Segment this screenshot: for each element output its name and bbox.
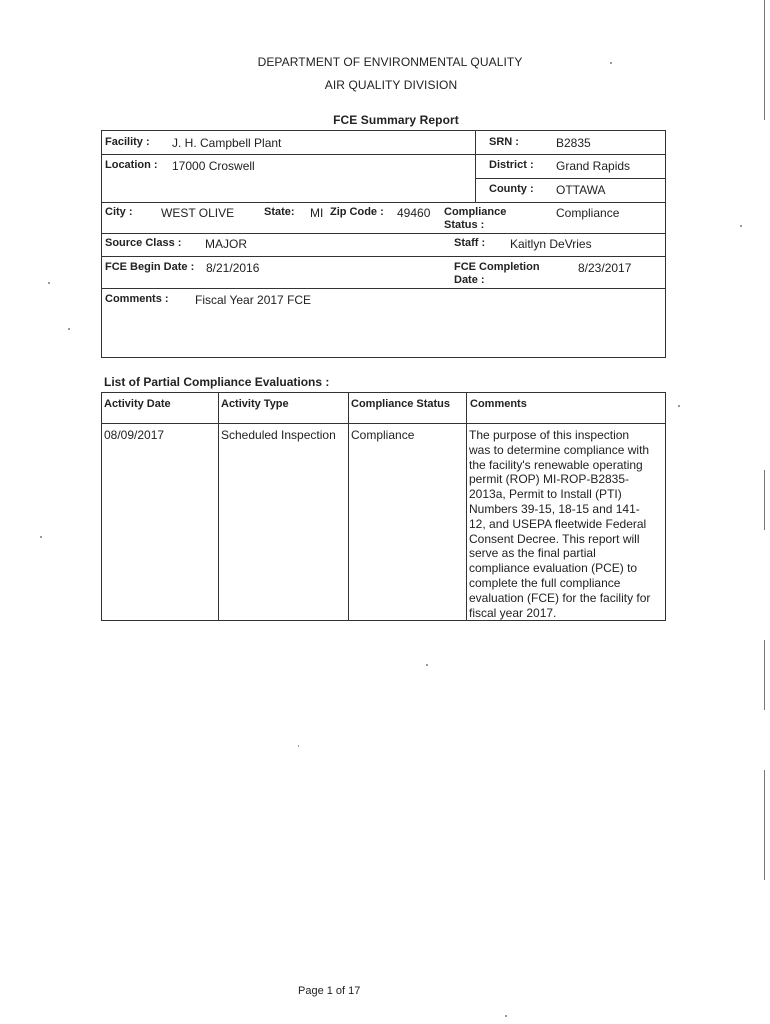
district-label: District : xyxy=(489,159,534,171)
fce-completion-label: FCE Completion xyxy=(454,261,540,273)
comment-line: 2013a, Permit to Install (PTI) xyxy=(469,487,622,502)
location-value: 17000 Croswell xyxy=(172,159,255,173)
comment-line: the facility's renewable operating xyxy=(469,457,643,472)
report-title: FCE Summary Report xyxy=(333,113,459,127)
fce-completion-value: 8/23/2017 xyxy=(578,261,632,275)
comments-cell xyxy=(469,428,665,620)
page-number: Page 1 of 17 xyxy=(298,985,361,997)
fce-begin-label: FCE Begin Date : xyxy=(105,261,195,273)
compliance-status-label-line2: Status : xyxy=(444,219,485,231)
comment-line: The purpose of this inspection xyxy=(469,428,630,442)
comment-line: Consent Decree. This report will xyxy=(469,531,640,546)
state-value: MI xyxy=(310,206,324,220)
compliance-status-value: Compliance xyxy=(556,206,620,220)
scan-speck xyxy=(298,745,299,747)
facility-value: J. H. Campbell Plant xyxy=(172,136,282,150)
comment-line: complete the full compliance xyxy=(469,575,621,590)
comment-line: Numbers 39-15, 18-15 and 141- xyxy=(469,501,640,516)
division-title: AIR QUALITY DIVISION xyxy=(324,78,458,92)
scan-speck xyxy=(40,536,42,538)
activity-date-cell: 08/09/2017 xyxy=(104,428,165,442)
fce-begin-value: 8/21/2016 xyxy=(206,261,260,275)
compliance-status-cell: Compliance xyxy=(351,428,415,442)
comment-line: serve as the final partial xyxy=(469,546,596,561)
source-class-value: MAJOR xyxy=(205,237,247,251)
column-header-comments: Comments xyxy=(470,398,527,410)
staff-label: Staff : xyxy=(454,237,486,249)
scan-speck xyxy=(68,328,70,330)
scan-edge-mark xyxy=(764,470,765,530)
scan-speck xyxy=(610,62,612,64)
scan-speck xyxy=(505,1015,507,1017)
zip-label: Zip Code : xyxy=(330,206,384,218)
compliance-status-label: Compliance xyxy=(444,206,507,218)
column-header-activity-date: Activity Date xyxy=(104,398,171,410)
zip-value: 49460 xyxy=(397,206,431,220)
source-class-label: Source Class : xyxy=(105,237,182,249)
srn-label: SRN : xyxy=(489,136,519,148)
scan-edge-mark xyxy=(764,770,765,880)
county-label: County : xyxy=(489,183,534,195)
district-value: Grand Rapids xyxy=(556,159,631,173)
srn-value: B2835 xyxy=(556,136,591,150)
department-title: DEPARTMENT OF ENVIRONMENTAL QUALITY xyxy=(257,55,523,69)
fce-completion-label-line2: Date : xyxy=(454,274,485,286)
comment-line: was to determine compliance with xyxy=(469,442,650,457)
pce-section-title: List of Partial Compliance Evaluations : xyxy=(104,375,330,389)
comment-line: 12, and USEPA fleetwide Federal xyxy=(469,516,647,531)
scan-speck xyxy=(426,664,428,666)
comment-line: compliance evaluation (PCE) to xyxy=(469,561,638,576)
facility-label: Facility : xyxy=(105,136,150,148)
column-header-compliance-status: Compliance Status xyxy=(351,398,451,410)
activity-type-cell: Scheduled Inspection xyxy=(221,428,336,442)
comment-line: permit (ROP) MI-ROP-B2835- xyxy=(469,472,630,487)
comments-label: Comments : xyxy=(105,293,169,305)
comments-value: Fiscal Year 2017 FCE xyxy=(195,293,312,307)
scan-speck xyxy=(48,282,50,284)
location-label: Location : xyxy=(105,159,158,171)
staff-value: Kaitlyn DeVries xyxy=(510,237,592,251)
scan-speck xyxy=(678,405,680,407)
scan-speck xyxy=(740,225,742,227)
comment-line: evaluation (FCE) for the facility for xyxy=(469,590,651,605)
city-value: WEST OLIVE xyxy=(161,206,235,220)
scan-edge-mark xyxy=(764,640,765,710)
comment-line: fiscal year 2017. xyxy=(469,605,557,620)
state-label: State: xyxy=(264,206,295,218)
county-value: OTTAWA xyxy=(556,183,606,197)
city-label: City : xyxy=(105,206,133,218)
column-header-activity-type: Activity Type xyxy=(221,398,289,410)
scan-edge-mark xyxy=(764,0,765,120)
